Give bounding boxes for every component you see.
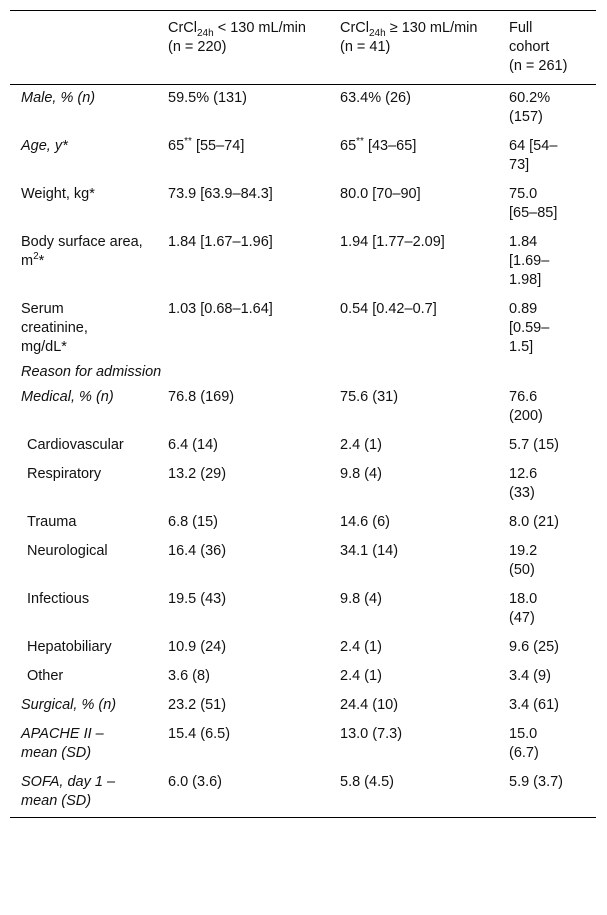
header-cohort-label: cohort: [509, 39, 550, 55]
header-crcl-subscript: 24h: [369, 27, 386, 39]
cell-value: 0.89 [0.59–1.5]: [509, 301, 550, 355]
cell-full-cohort: [509, 586, 596, 634]
cell-value: 76.6 (200): [509, 389, 543, 424]
table-row: [10, 663, 596, 692]
cell-crcl-above: 14.6 (6): [340, 514, 390, 530]
cell-full-cohort: [509, 538, 596, 586]
header-crcl-threshold: < 130 mL/min: [213, 20, 306, 36]
table-row: [10, 461, 596, 509]
cell-crcl-above: 1.94 [1.77–2.09]: [340, 234, 445, 250]
cell-value: 3.4 (9): [509, 668, 551, 684]
header-n-count: (n = 41): [340, 39, 391, 55]
cell-full-cohort: [509, 663, 596, 692]
cell-crcl-above: 9.8 (4): [340, 591, 382, 607]
table-row: [10, 85, 596, 134]
cell-value: 1.84 [1.69–1.98]: [509, 234, 550, 288]
cell-crcl-above: 13.0 (7.3): [340, 726, 403, 742]
row-label: Infectious: [27, 591, 90, 607]
cell-value: 60.2% (157): [509, 90, 551, 125]
cell-full-cohort: [509, 461, 596, 509]
cell-crcl-below: 1.03 [0.68–1.64]: [168, 301, 273, 317]
cell-full-cohort: [509, 432, 596, 461]
header-n-count: (n = 220): [168, 39, 227, 55]
cell-value: 65: [340, 138, 357, 154]
cell-value: 75.0 [65–85]: [509, 186, 558, 221]
table-row: [10, 181, 596, 229]
cell-value: 15.0 (6.7): [509, 726, 539, 761]
cell-crcl-below: 13.2 (29): [168, 466, 227, 482]
row-label: Other: [27, 668, 64, 684]
table-row: [10, 692, 596, 721]
row-label: Medical, % (n): [21, 389, 114, 405]
baseline-characteristics-table: [10, 10, 596, 818]
cell-value: 18.0 (47): [509, 591, 538, 626]
cell-crcl-below: 10.9 (24): [168, 639, 227, 655]
header-crcl-threshold: ≥ 130 mL/min: [385, 20, 478, 36]
header-row: [10, 11, 596, 85]
cell-crcl-above: 63.4% (26): [340, 90, 411, 106]
cell-crcl-above: 2.4 (1): [340, 639, 382, 655]
row-label: Age, y*: [21, 138, 68, 154]
cell-range: [55–74]: [191, 138, 245, 154]
cell-full-cohort: [509, 85, 596, 134]
cell-full-cohort: [509, 634, 596, 663]
cell-crcl-below: 3.6 (8): [168, 668, 210, 684]
table-row: [10, 509, 596, 538]
significance-marker: **: [184, 136, 192, 148]
cell-crcl-above: 0.54 [0.42–0.7]: [340, 301, 437, 317]
cell-crcl-above: 75.6 (31): [340, 389, 399, 405]
cell-value: 9.6 (25): [509, 639, 559, 655]
cell-full-cohort: [509, 721, 596, 769]
row-label: [10, 296, 168, 363]
header-full-cohort: [509, 11, 596, 85]
cell-range: [43–65]: [363, 138, 417, 154]
row-label: Trauma: [27, 514, 77, 530]
row-label: [10, 229, 168, 296]
cell-full-cohort: [509, 229, 596, 296]
table-row: [10, 432, 596, 461]
cell-full-cohort: [509, 296, 596, 363]
table-row: [10, 296, 596, 363]
cell-full-cohort: [509, 181, 596, 229]
row-label: Male, % (n): [21, 90, 96, 106]
cell-value: 8.0 (21): [509, 514, 559, 530]
row-label-superscript: 2: [33, 251, 39, 263]
row-label: Respiratory: [27, 466, 102, 482]
table-body: [10, 85, 596, 818]
cell-value: 19.2 (50): [509, 543, 538, 578]
significance-marker: **: [356, 136, 364, 148]
header-crcl-below-130: [168, 11, 340, 85]
cell-value: 3.4 (61): [509, 697, 559, 713]
row-label: Cardiovascular: [27, 437, 124, 453]
cell-crcl-below: 23.2 (51): [168, 697, 227, 713]
row-label-text: Body surface area, m: [21, 234, 143, 269]
cell-crcl-above: [340, 133, 509, 181]
cell-value: 64 [54–73]: [509, 138, 558, 173]
cell-full-cohort: [509, 769, 596, 818]
table-row: [10, 229, 596, 296]
header-crcl-label: CrCl: [340, 20, 369, 36]
cell-crcl-below: 15.4 (6.5): [168, 726, 231, 742]
table-row: [10, 721, 596, 769]
header-empty-cell: [10, 11, 168, 85]
cell-value: 5.9 (3.7): [509, 774, 563, 790]
table-row: [10, 538, 596, 586]
row-label: Weight, kg*: [21, 186, 95, 202]
header-crcl-subscript: 24h: [197, 27, 214, 39]
section-row: [10, 363, 596, 384]
row-label-text: Serum creatinine, mg/dL*: [21, 301, 88, 355]
cell-crcl-above: 80.0 [70–90]: [340, 186, 421, 202]
table-row: [10, 384, 596, 432]
cell-crcl-below: 59.5% (131): [168, 90, 247, 106]
cell-crcl-above: 5.8 (4.5): [340, 774, 394, 790]
row-label: [10, 769, 168, 818]
header-n-count: (n = 261): [509, 58, 568, 74]
table-row: [10, 586, 596, 634]
row-label: Surgical, % (n): [21, 697, 117, 713]
cell-crcl-above: 2.4 (1): [340, 437, 382, 453]
row-label-text: APACHE II – mean (SD): [21, 726, 104, 761]
table-row: [10, 634, 596, 663]
row-label-marker: *: [38, 253, 45, 269]
header-crcl-label: CrCl: [168, 20, 197, 36]
cell-crcl-below: [168, 133, 340, 181]
cell-crcl-above: 2.4 (1): [340, 668, 382, 684]
cell-value: 5.7 (15): [509, 437, 559, 453]
cell-full-cohort: [509, 133, 596, 181]
table-row: [10, 769, 596, 818]
row-label: Neurological: [27, 543, 108, 559]
cell-crcl-above: 34.1 (14): [340, 543, 399, 559]
cell-crcl-below: 16.4 (36): [168, 543, 227, 559]
cell-crcl-below: 6.4 (14): [168, 437, 218, 453]
table-header: [10, 11, 596, 85]
header-crcl-above-130: [340, 11, 509, 85]
row-label: [10, 721, 168, 769]
cell-value: 65: [168, 138, 185, 154]
cell-full-cohort: [509, 384, 596, 432]
table-row: [10, 133, 596, 181]
header-full-label: Full: [509, 20, 533, 36]
row-label: Hepatobiliary: [27, 639, 112, 655]
cell-crcl-below: 6.0 (3.6): [168, 774, 222, 790]
cell-crcl-above: 9.8 (4): [340, 466, 382, 482]
cell-value: 12.6 (33): [509, 466, 538, 501]
section-heading: Reason for admission: [21, 364, 162, 380]
cell-full-cohort: [509, 509, 596, 538]
cell-crcl-above: 24.4 (10): [340, 697, 399, 713]
cell-crcl-below: 76.8 (169): [168, 389, 235, 405]
row-label-text: SOFA, day 1 – mean (SD): [21, 774, 116, 809]
cell-crcl-below: 73.9 [63.9–84.3]: [168, 186, 273, 202]
cell-crcl-below: 19.5 (43): [168, 591, 227, 607]
cell-crcl-below: 6.8 (15): [168, 514, 218, 530]
cell-full-cohort: [509, 692, 596, 721]
cell-crcl-below: 1.84 [1.67–1.96]: [168, 234, 273, 250]
